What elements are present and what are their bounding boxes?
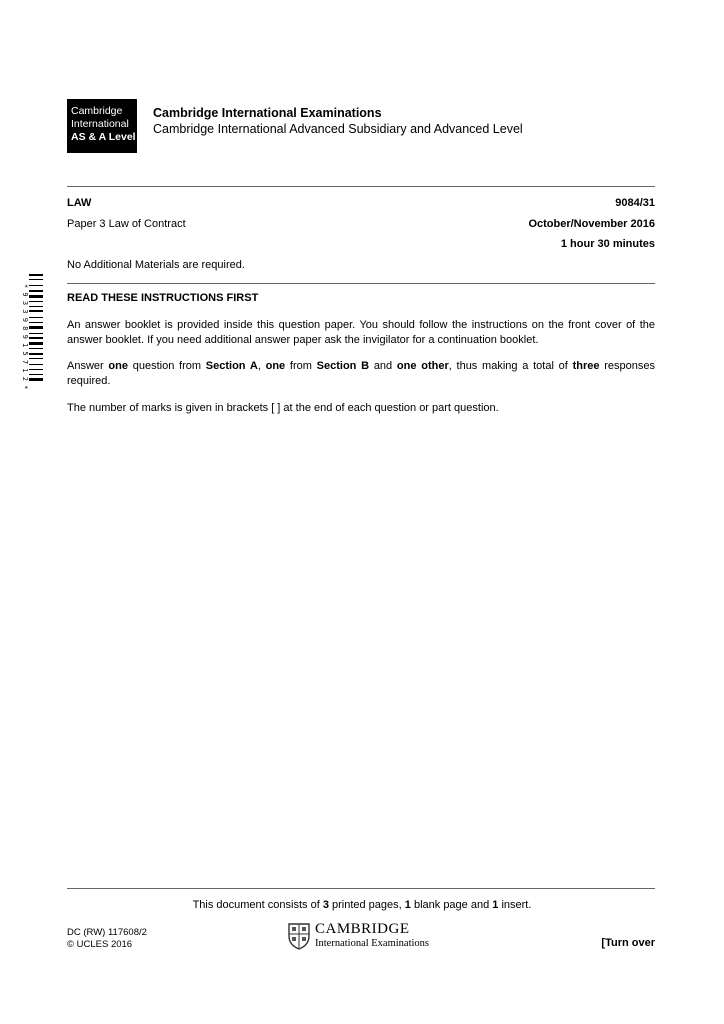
logo-line-1: Cambridge: [71, 105, 123, 117]
syllabus-code: 9084/31: [615, 197, 655, 209]
copyright-notice: © UCLES 2016: [67, 939, 133, 950]
divider-middle: [67, 283, 655, 284]
barcode-bar: [29, 358, 43, 359]
barcode-bar: [29, 378, 43, 381]
divider-top: [67, 186, 655, 187]
emphasis: 1: [492, 899, 499, 911]
page-count-note: [0, 899, 724, 911]
candidate-barcode: [29, 274, 43, 400]
text: from: [285, 360, 317, 372]
emphasis: 3: [322, 899, 329, 911]
barcode-bar: [29, 348, 43, 349]
barcode-bar: [29, 306, 43, 307]
barcode-bar: [29, 326, 43, 329]
barcode-bar: [29, 374, 43, 375]
emphasis: Section B: [316, 360, 370, 372]
turn-over-note: [Turn over: [601, 937, 655, 949]
emphasis: three: [572, 360, 600, 372]
barcode-bar: [29, 274, 43, 276]
text: This document consists of: [192, 899, 323, 911]
barcode-bar: [29, 364, 43, 365]
instruction-paragraph-1: An answer booklet is provided inside this question paper. You should follow the instructions on the front cover of the answer booklet. If you need additional answer paper ask the invigilator for a continuation booklet.: [67, 319, 655, 346]
text: and: [369, 360, 397, 372]
document-code: DC (RW) 117608/2: [67, 927, 147, 938]
crest-icon: [287, 922, 311, 950]
barcode-bar: [29, 317, 43, 318]
exam-board-name: Cambridge International Examinations: [153, 106, 382, 120]
emphasis: 1: [404, 899, 411, 911]
barcode-bar: [29, 290, 43, 292]
instructions-heading: READ THESE INSTRUCTIONS FIRST: [67, 292, 259, 304]
barcode-bar: [29, 322, 43, 323]
subject-name: LAW: [67, 197, 92, 209]
barcode-bar: [29, 353, 43, 355]
emphasis: one: [265, 360, 286, 372]
barcode-digits: * 9 3 3 9 8 9 1 5 7 1 2 *: [21, 284, 29, 390]
text: blank page and: [410, 899, 493, 911]
cambridge-wordmark: CAMBRIDGE: [315, 921, 410, 937]
barcode-bar: [29, 310, 43, 312]
barcode-bar: [29, 342, 43, 345]
cambridge-logo-subtitle: International Examinations: [315, 938, 430, 949]
cambridge-as-a-level-logo: [67, 99, 137, 153]
paper-title: Paper 3 Law of Contract: [67, 218, 186, 230]
exam-duration: 1 hour 30 minutes: [560, 238, 655, 250]
document-codes: [67, 927, 147, 951]
text: responses required.: [67, 360, 655, 387]
logo-line-3: AS & A Level: [71, 131, 136, 143]
barcode-bar: [29, 279, 43, 280]
barcode-bar: [29, 333, 43, 334]
barcode-bar: [29, 295, 43, 298]
qualification-name: Cambridge International Advanced Subsidiary and Advanced Level: [153, 122, 523, 136]
cambridge-logo: [287, 921, 437, 953]
barcode-bar: [29, 285, 43, 286]
text: question from: [127, 360, 206, 372]
text: Answer: [67, 360, 109, 372]
instruction-paragraph-3: The number of marks is given in brackets [ ] at the end of each question or part question.: [67, 402, 499, 414]
barcode-bar: [29, 301, 43, 302]
barcode-bar: [29, 337, 43, 339]
emphasis: one: [108, 360, 128, 372]
instruction-paragraph-2: [67, 359, 655, 389]
text: , thus making a total of: [448, 360, 573, 372]
materials-note: No Additional Materials are required.: [67, 259, 245, 271]
text: ,: [257, 360, 266, 372]
emphasis: one other: [396, 360, 449, 372]
text: insert.: [498, 899, 532, 911]
emphasis: Section A: [205, 360, 258, 372]
divider-bottom: [67, 888, 655, 889]
exam-session: October/November 2016: [528, 218, 655, 230]
barcode-bar: [29, 369, 43, 370]
text: printed pages,: [328, 899, 405, 911]
logo-line-2: International: [71, 118, 129, 130]
